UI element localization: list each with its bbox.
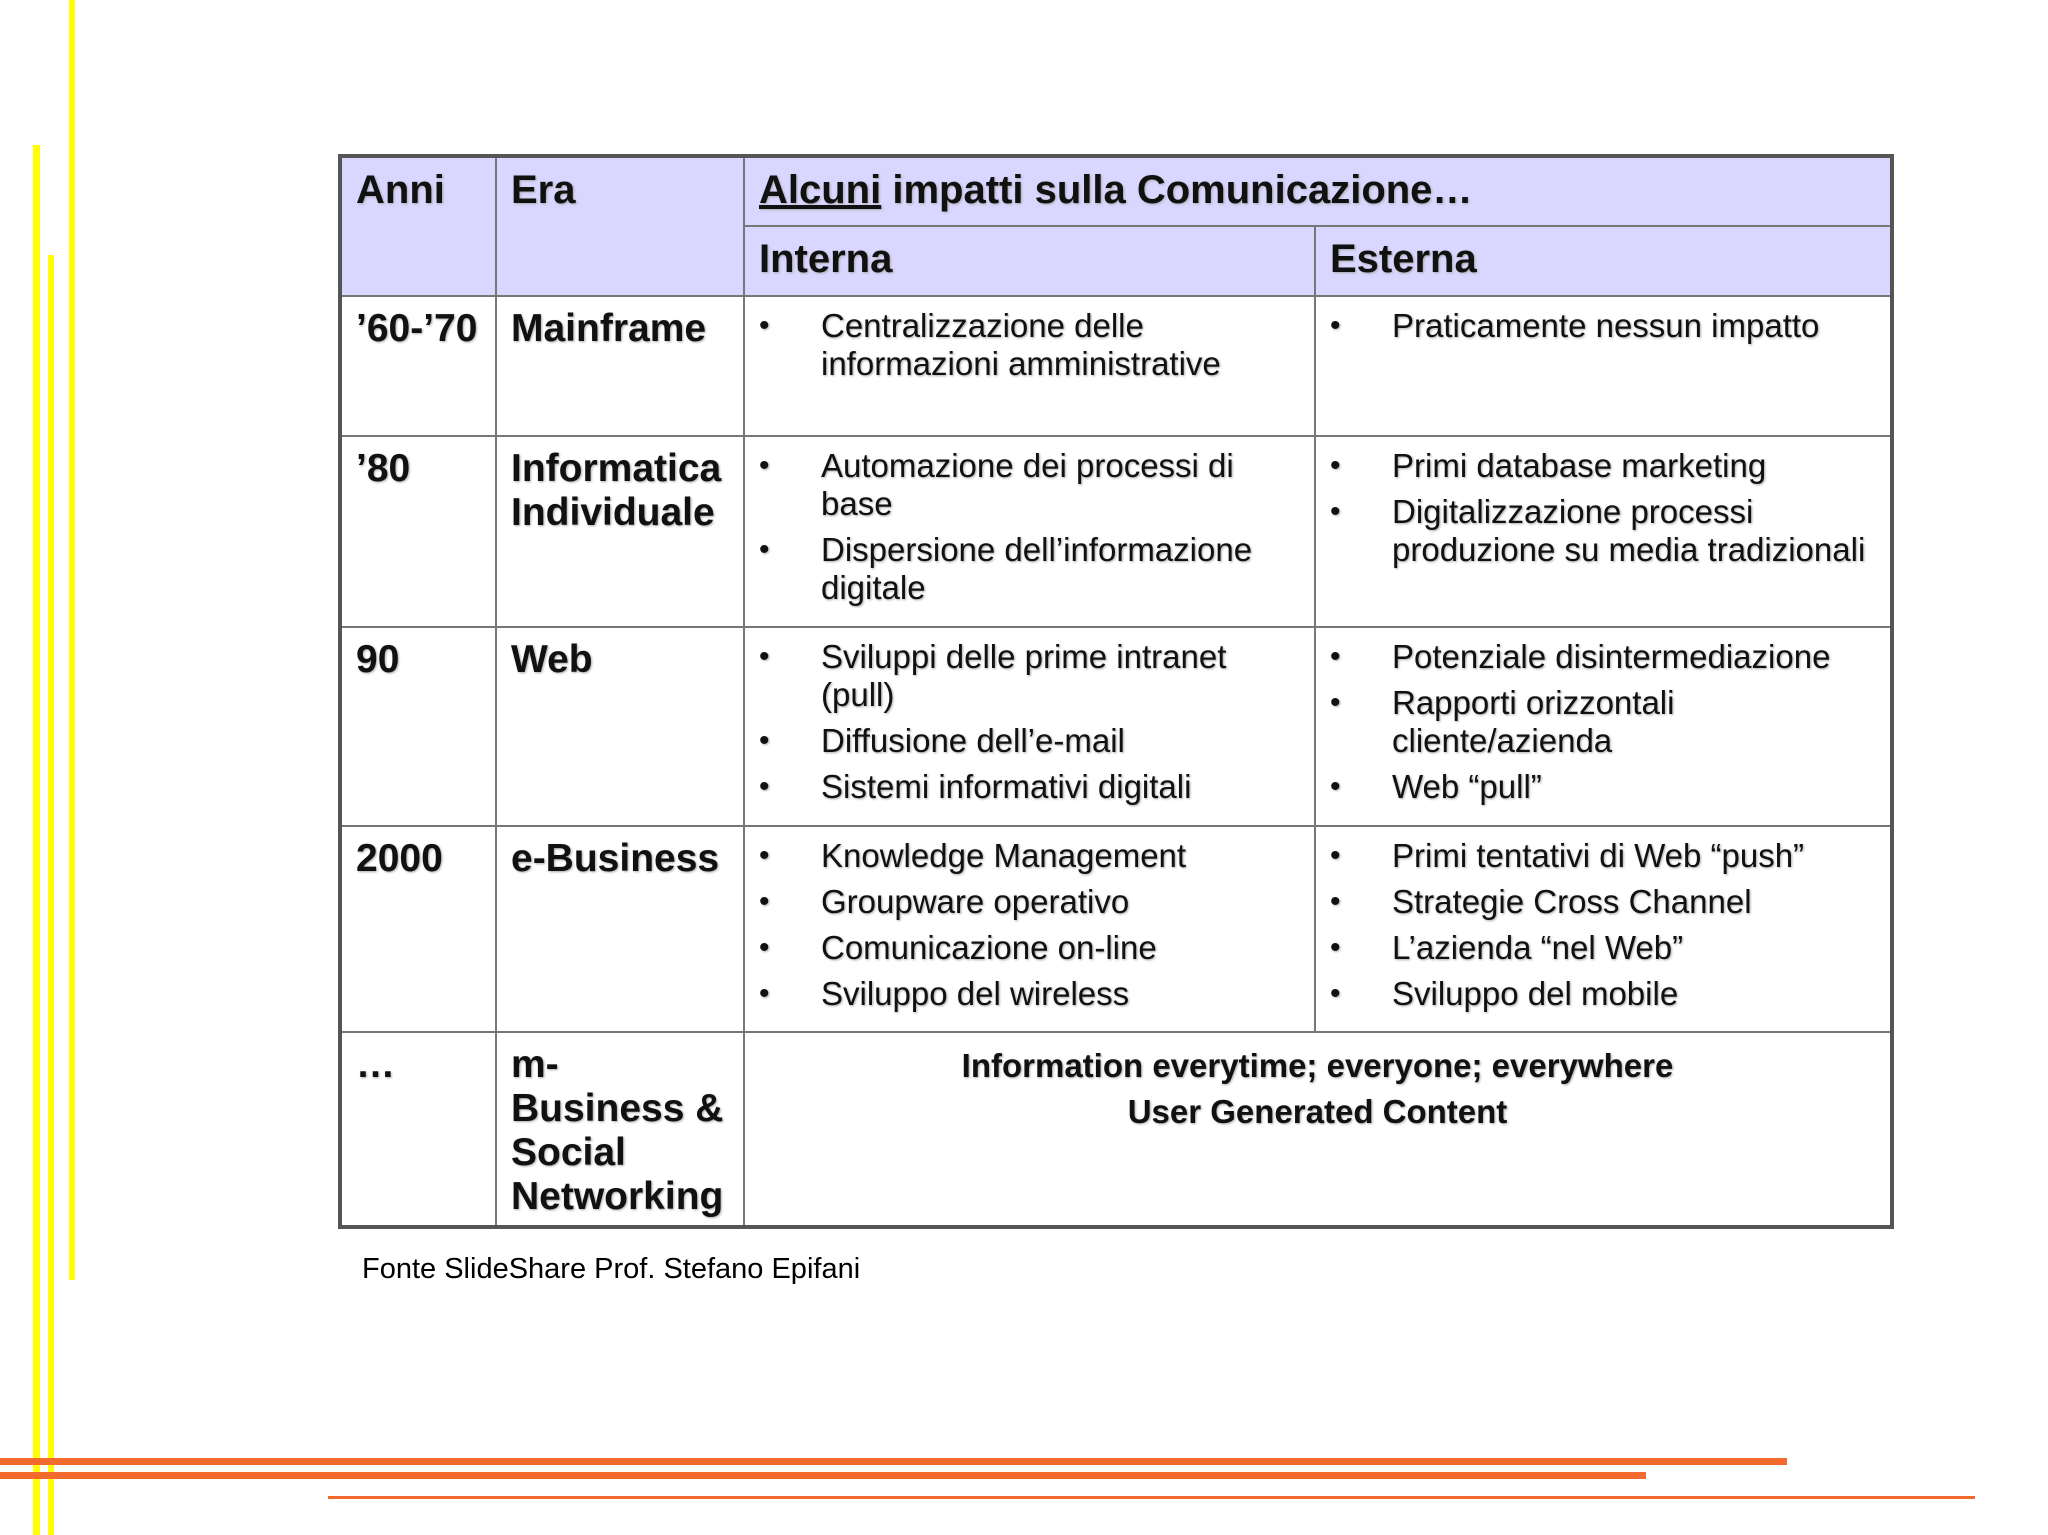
yellow-vertical-line	[48, 255, 54, 1535]
list-item: • Sviluppo del wireless	[759, 975, 1300, 1013]
list-item: • Strategie Cross Channel	[1330, 883, 1876, 921]
interna-cell	[744, 826, 1315, 1032]
list-item: • Web “pull”	[1330, 768, 1876, 806]
source-caption: Fonte SlideShare Prof. Stefano Epifani	[362, 1253, 861, 1285]
year-cell: ’80	[340, 436, 496, 627]
list-item: • Sviluppo del mobile	[1330, 975, 1876, 1013]
era-cell: Mainframe	[496, 296, 744, 436]
list-item: • Diffusione dell’e-mail	[759, 722, 1300, 760]
list-item: • Knowledge Management	[759, 837, 1300, 875]
table-row	[340, 627, 1892, 826]
list-item: • Digitalizzazione processi produzione su media tradizionali	[1330, 493, 1876, 569]
table-row	[340, 296, 1892, 436]
era-cell: m-Business & Social Networking	[496, 1032, 744, 1227]
year-cell: …	[340, 1032, 496, 1227]
interna-cell	[744, 296, 1315, 436]
header-row	[340, 156, 1892, 226]
era-cell: Web	[496, 627, 744, 826]
list-item: • Centralizzazione delle informazioni amministrative	[759, 307, 1300, 383]
interna-cell	[744, 627, 1315, 826]
list-item: • Sistemi informativi digitali	[759, 768, 1300, 806]
header-impatti-underlined: Alcuni	[759, 168, 882, 212]
yellow-vertical-line	[33, 145, 40, 1535]
esterna-cell	[1315, 436, 1892, 627]
list-item: • Potenziale disintermediazione	[1330, 638, 1876, 676]
list-item: • Dispersione dell’informazione digitale	[759, 531, 1300, 607]
orange-horizontal-line	[0, 1472, 1646, 1479]
list-item: • Primi tentativi di Web “push”	[1330, 837, 1876, 875]
list-item: • Sviluppi delle prime intranet (pull)	[759, 638, 1300, 714]
year-cell: 2000	[340, 826, 496, 1032]
header-interna: Interna	[744, 226, 1315, 296]
esterna-cell	[1315, 296, 1892, 436]
communication-impacts-table	[338, 154, 1894, 1229]
header-anni: Anni	[340, 156, 496, 296]
table-row	[340, 436, 1892, 627]
table-row	[340, 826, 1892, 1032]
list-item: • Praticamente nessun impatto	[1330, 307, 1876, 345]
merged-impact-cell	[744, 1032, 1892, 1227]
list-item: • Automazione dei processi di base	[759, 447, 1300, 523]
era-cell: e-Business	[496, 826, 744, 1032]
year-cell: ’60-’70	[340, 296, 496, 436]
list-item: • Primi database marketing	[1330, 447, 1876, 485]
merged-line: User Generated Content	[1127, 1093, 1508, 1130]
year-cell: 90	[340, 627, 496, 826]
list-item: • L’azienda “nel Web”	[1330, 929, 1876, 967]
yellow-vertical-line	[69, 0, 75, 1280]
list-item: • Groupware operativo	[759, 883, 1300, 921]
esterna-cell	[1315, 627, 1892, 826]
header-esterna: Esterna	[1315, 226, 1892, 296]
orange-horizontal-line	[328, 1496, 1975, 1499]
header-impatti	[744, 156, 1892, 226]
list-item: • Comunicazione on-line	[759, 929, 1300, 967]
header-impatti-rest: impatti sulla Comunicazione…	[881, 168, 1473, 212]
merged-line: Information everytime; everyone; everywhere	[961, 1047, 1674, 1084]
interna-cell	[744, 436, 1315, 627]
table-row	[340, 1032, 1892, 1227]
header-era: Era	[496, 156, 744, 296]
orange-horizontal-line	[0, 1458, 1787, 1465]
list-item: • Rapporti orizzontali cliente/azienda	[1330, 684, 1876, 760]
era-cell: Informatica Individuale	[496, 436, 744, 627]
esterna-cell	[1315, 826, 1892, 1032]
